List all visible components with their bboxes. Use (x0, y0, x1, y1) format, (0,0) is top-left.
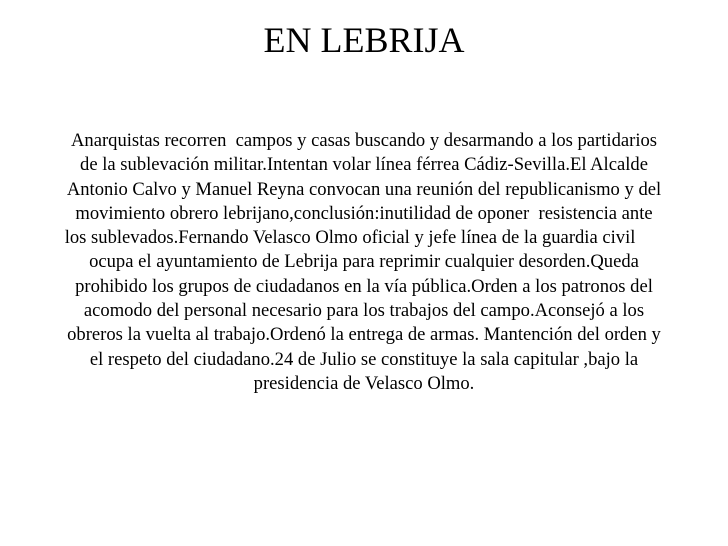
slide-title: EN LEBRIJA (263, 20, 465, 60)
body-line: prohibido los grupos de ciudadanos en la vía pública.Orden a los patronos del (75, 275, 653, 297)
body-line: el respeto del ciudadano.24 de Julio se constituye la sala capitular ,bajo la (89, 348, 639, 370)
body-line: acomodo del personal necesario para los trabajos del campo.Aconsejó a los (83, 300, 645, 322)
body-line: Antonio Calvo y Manuel Reyna convocan una reunión del republicanismo y del (66, 178, 662, 200)
body-line: los sublevados.Fernando Velasco Olmo oficial y jefe línea de la guardia civil (64, 227, 664, 249)
body-line: Anarquistas recorren campos y casas buscando y desarmando a los partidarios (70, 130, 658, 151)
slide-body-text (28, 129, 700, 396)
body-line: obreros la vuelta al trabajo.Ordenó la entrega de armas. Mantención del orden y (67, 324, 661, 346)
body-line: movimiento obrero lebrijano,conclusión:inutilidad de oponer resistencia ante (75, 202, 653, 224)
body-line: de la sublevación militar.Intentan volar línea férrea Cádiz-Sevilla.El Alcalde (80, 154, 648, 176)
body-line: ocupa el ayuntamiento de Lebrija para reprimir cualquier desorden.Queda (89, 251, 639, 273)
body-line: presidencia de Velasco Olmo. (253, 372, 475, 394)
